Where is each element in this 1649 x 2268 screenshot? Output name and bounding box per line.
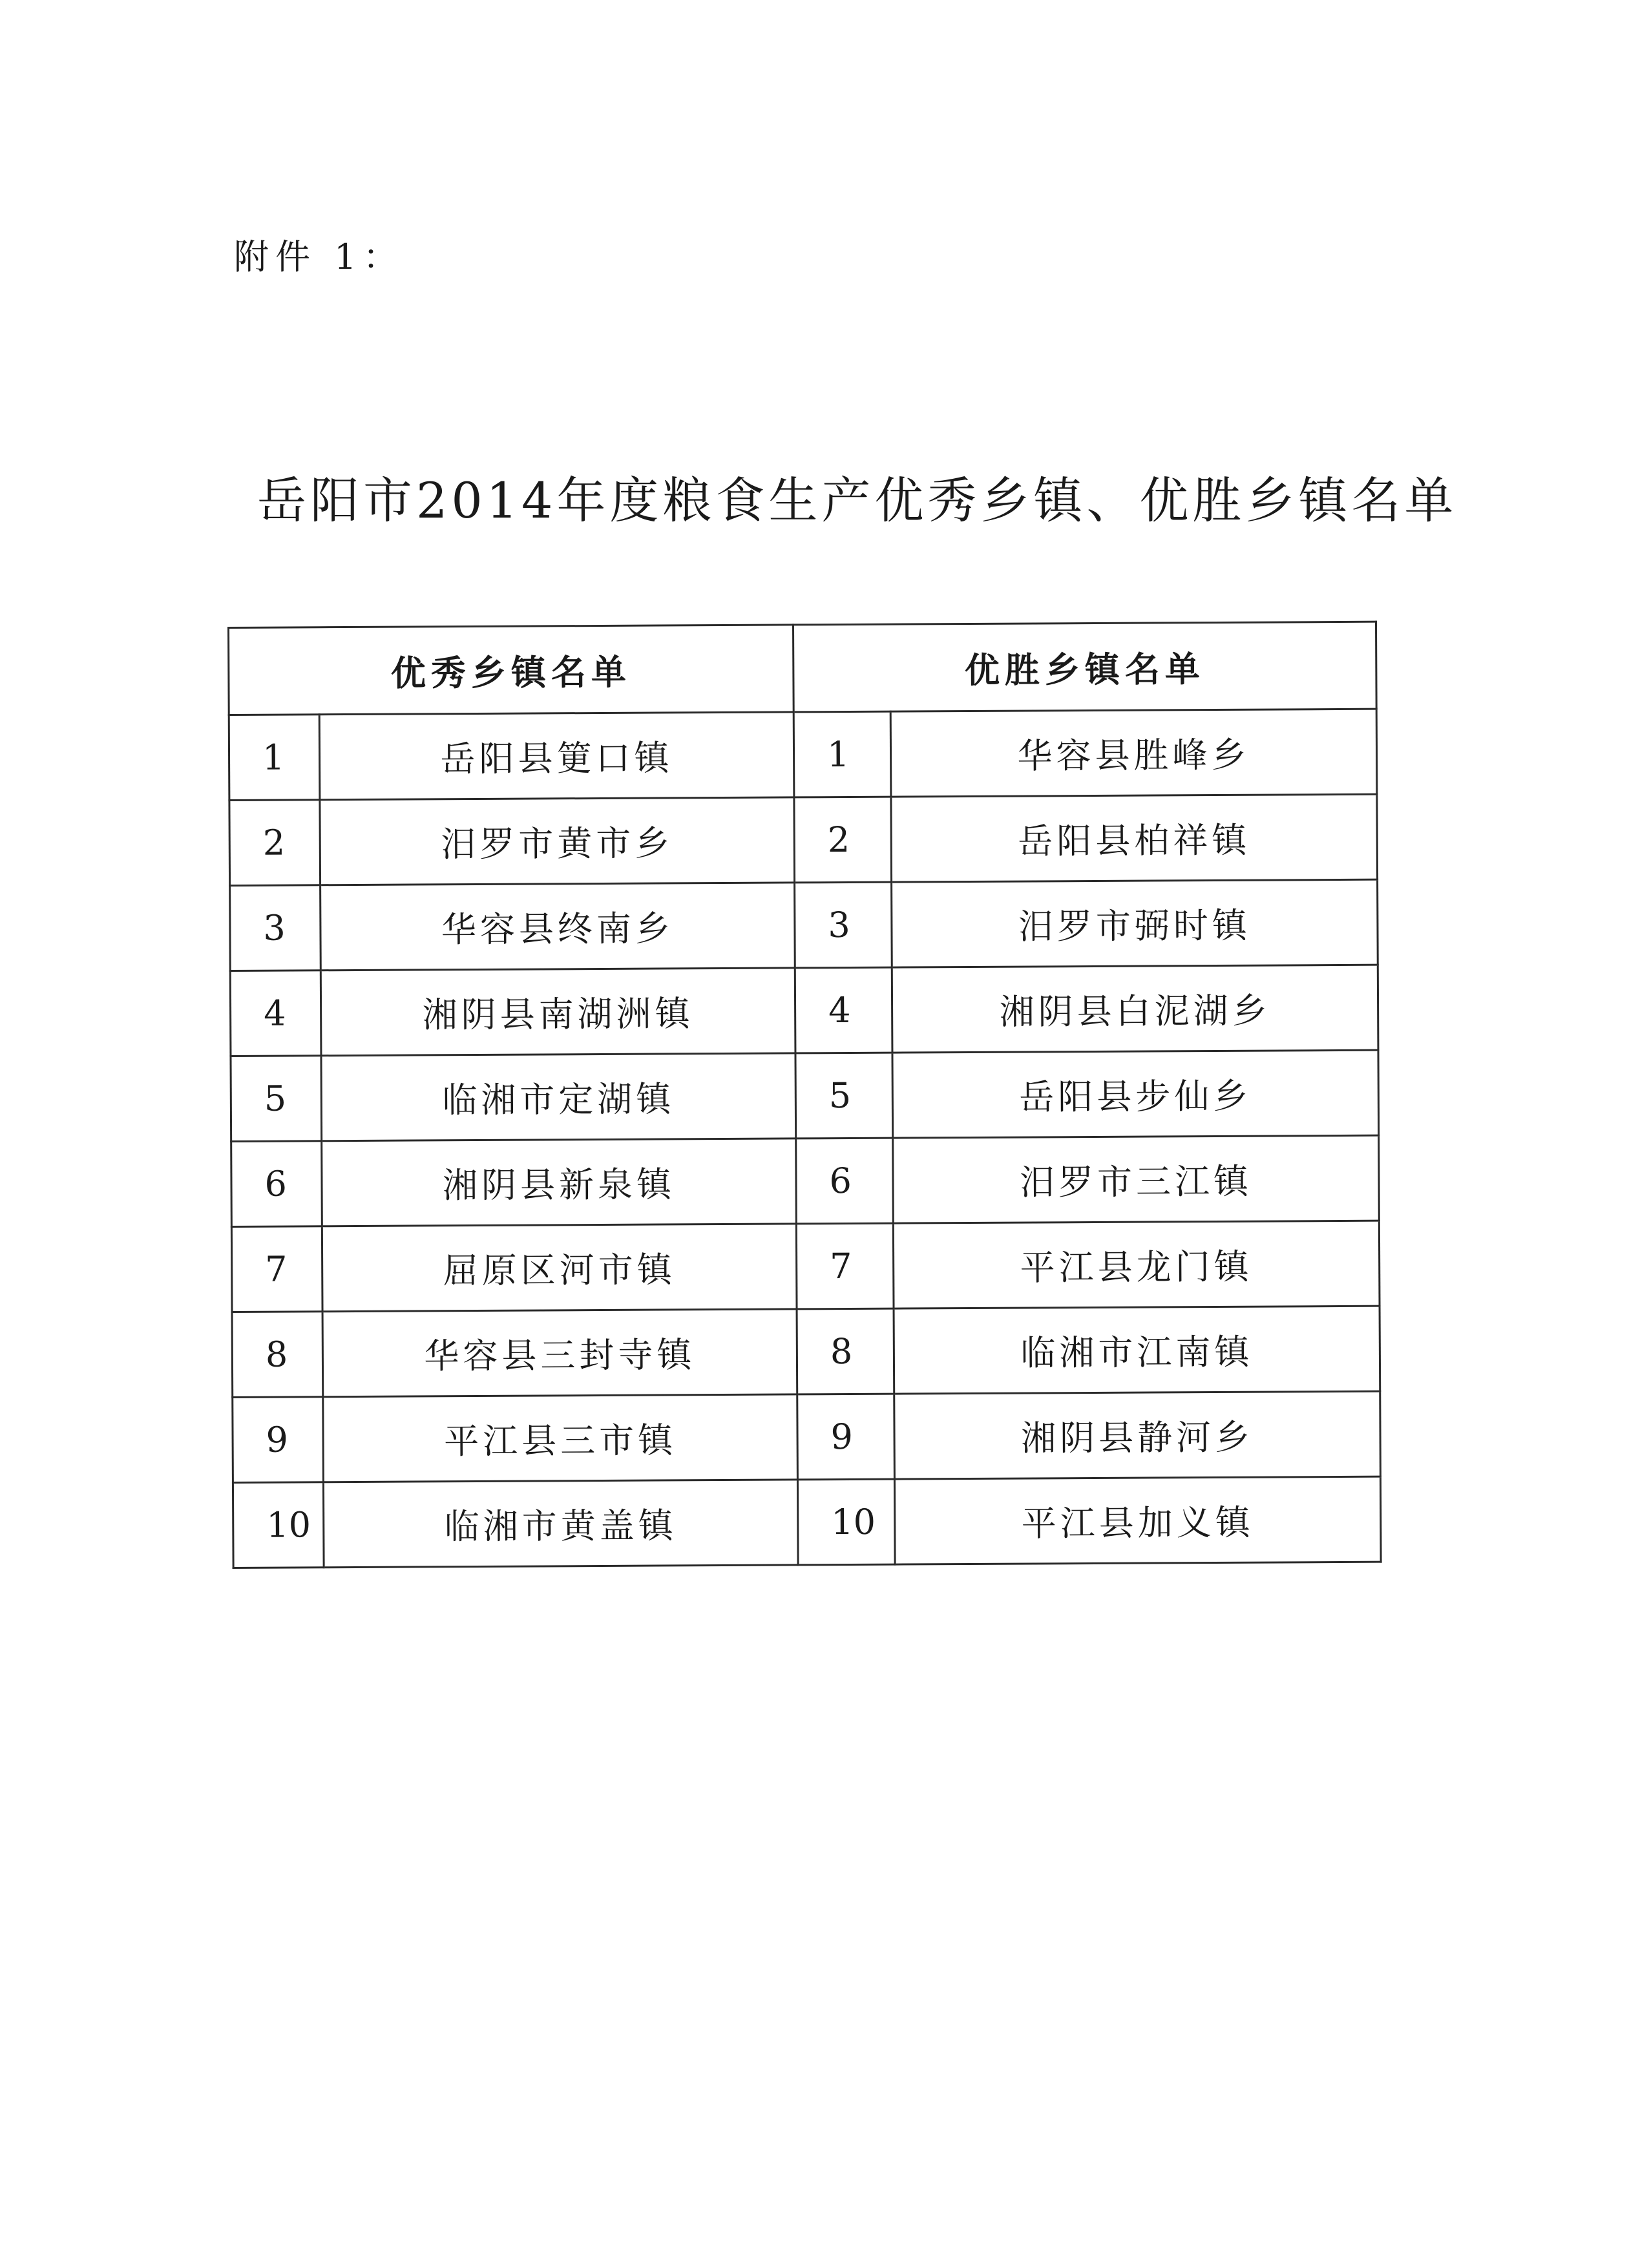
winning-row-number: 6 [796,1138,894,1224]
winning-township-name: 湘阴县白泥湖乡 [892,965,1378,1053]
winning-township-name: 临湘市江南镇 [894,1306,1380,1394]
excellent-township-name: 岳阳县筻口镇 [319,712,794,800]
excellent-township-name: 屈原区河市镇 [322,1224,797,1312]
table-row [231,1050,1379,1141]
winning-row-number: 9 [797,1394,895,1480]
table-row [231,1135,1380,1226]
winning-township-name: 平江县龙门镇 [893,1221,1380,1308]
winning-township-header: 优胜乡镇名单 [793,622,1376,712]
excellent-row-number: 9 [233,1397,324,1483]
excellent-township-name: 汨罗市黄市乡 [320,797,795,885]
excellent-row-number: 8 [232,1312,323,1398]
winning-row-number: 10 [797,1479,895,1565]
table-row [233,1391,1381,1482]
winning-township-name: 岳阳县柏祥镇 [891,794,1378,882]
winning-township-name: 华容县胜峰乡 [890,709,1377,797]
table-row [230,879,1378,971]
winning-row-number: 1 [793,711,891,797]
table-row [230,965,1378,1056]
winning-row-number: 2 [794,797,892,883]
winning-township-name: 汨罗市三江镇 [893,1135,1380,1223]
excellent-row-number: 6 [231,1141,322,1227]
table-row [231,1221,1380,1312]
excellent-row-number: 2 [229,800,320,886]
winning-row-number: 3 [795,882,892,968]
winning-row-number: 7 [796,1223,894,1309]
winning-township-name: 湘阴县静河乡 [894,1391,1381,1479]
winning-row-number: 4 [795,967,892,1053]
winning-row-number: 5 [795,1053,893,1139]
township-list-table [227,621,1382,1569]
attachment-label: 附件 1： [234,236,404,277]
table-row [229,709,1377,800]
document-title: 岳阳市2014年度粮食生产优秀乡镇、优胜乡镇名单 [257,472,1458,529]
excellent-row-number: 10 [233,1482,324,1568]
excellent-row-number: 4 [230,971,321,1056]
excellent-row-number: 1 [229,715,320,801]
winning-township-name: 平江县加义镇 [894,1476,1381,1564]
table-row [233,1476,1381,1568]
excellent-township-header: 优秀乡镇名单 [229,625,794,715]
table-row [232,1306,1380,1397]
excellent-township-name: 平江县三市镇 [323,1394,798,1482]
excellent-row-number: 7 [231,1226,322,1312]
excellent-row-number: 3 [230,885,321,971]
winning-township-name: 岳阳县步仙乡 [892,1050,1379,1138]
excellent-row-number: 5 [231,1056,322,1142]
table-row [229,794,1378,885]
excellent-township-name: 华容县终南乡 [320,883,795,971]
excellent-township-name: 湘阴县新泉镇 [322,1139,797,1226]
excellent-township-name: 湘阴县南湖洲镇 [320,968,795,1056]
excellent-township-name: 临湘市黄盖镇 [323,1480,798,1568]
excellent-township-name: 临湘市定湖镇 [321,1053,796,1141]
winning-township-name: 汨罗市弼时镇 [892,879,1378,967]
winning-row-number: 8 [797,1308,894,1394]
excellent-township-name: 华容县三封寺镇 [322,1309,797,1397]
table-header-row [229,622,1377,715]
